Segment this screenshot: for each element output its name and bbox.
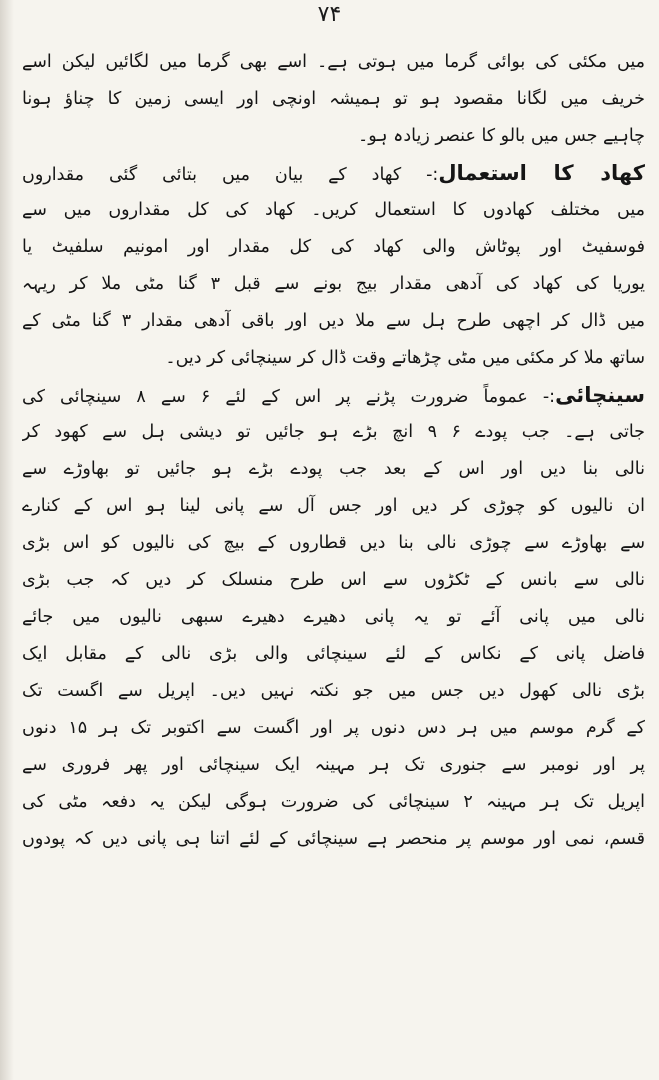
line-text: چاہیے جس میں بالو کا عنصر زیادہ ہو۔	[357, 126, 645, 146]
text-line	[22, 44, 645, 81]
line-text: میں مکئی کی بوائی گرما میں ہوتی ہے۔ اسے بھی گرما میں لگائیں لیکن اسے	[22, 52, 645, 72]
line-text: نالی بنا دیں اور اس کے بعد جب پودے بڑے ہو جائیں تو بھاوڑے سے	[22, 459, 645, 479]
text-line	[22, 192, 645, 229]
line-text: بڑی نالی کھول دیں جس میں جو نکتہ نہیں دیں۔ اپریل سے اگست تک	[22, 681, 645, 701]
line-text: میں ڈال کر اچھی طرح ہل سے ملا دیں اور باقی آدھی مقدار ۳ گنا مٹی کے	[22, 311, 645, 331]
line-text: اپریل تک ہر مہینہ ۲ سینچائی کی ضرورت ہوگی لیکن یہ دفعہ مٹی کی	[22, 792, 645, 812]
line-text: کے گرم موسم میں ہر دس دنوں پر اور اگست سے اکتوبر تک ہر ۱۵ دنوں	[22, 718, 645, 738]
line-text: میں مختلف کھادوں کا استعمال کریں۔ کھاد کی کل مقداروں میں سے	[22, 200, 645, 220]
text-line	[22, 636, 645, 673]
text-line	[22, 673, 645, 710]
page-number: ۷۴	[317, 2, 342, 27]
text-line	[22, 303, 645, 340]
body-text	[22, 44, 645, 858]
text-line	[22, 599, 645, 636]
section-heading: سینچائی	[555, 383, 645, 407]
line-text: نالی میں پانی آئے تو یہ پانی دھیرے دھیرے سبھی نالیوں میں جائے	[22, 607, 645, 627]
line-text: فوسفیٹ اور پوٹاش والی کھاد کی کل مقدار اور امونیم سلفیٹ یا	[22, 237, 645, 257]
text-line	[22, 377, 645, 414]
text-line	[22, 451, 645, 488]
text-line	[22, 784, 645, 821]
line-text: :- کھاد کے بیان میں بتائی گئی مقداروں	[22, 165, 439, 185]
text-line	[22, 81, 645, 118]
line-text: پر اور نومبر سے جنوری تک ہر مہینہ ایک سینچائی اور پھر فروری سے	[22, 755, 645, 775]
text-line	[22, 155, 645, 192]
line-text: سے بھاوڑے سے چوڑی نالی بنا دیں قطاروں کے بیچ کی نالیوں کو اس بڑی	[22, 533, 645, 553]
line-text: ساتھ ملا کر مکئی میں مٹی چڑھاتے وقت ڈال کر سینچائی کر دیں۔	[165, 348, 645, 368]
text-line	[22, 488, 645, 525]
text-line	[22, 710, 645, 747]
text-line	[22, 340, 645, 377]
line-text: نالی سے بانس کے ٹکڑوں سے اس طرح منسلک کر دیں کہ جب بڑی	[22, 570, 645, 590]
text-line	[22, 525, 645, 562]
line-text: یوریا کی کھاد کی آدھی مقدار بیج بونے سے قبل ۳ گنا مٹی ملا کر ریہہ	[22, 274, 645, 294]
line-text: ان نالیوں کو چوڑی کر دیں اور جس آل سے پانی لینا ہو اس کے کنارے	[22, 496, 645, 516]
text-line	[22, 414, 645, 451]
text-line	[22, 229, 645, 266]
line-text: قسم، نمی اور موسم پر منحصر ہے سینچائی کے لئے اتنا ہی پانی دیں کہ پودوں	[22, 829, 645, 849]
section-heading: کھاد کا استعمال	[438, 161, 645, 185]
line-text: جاتی ہے۔ جب پودے ۶ ۹ انچ بڑے ہو جائیں تو دیشی ہل سے کھود کر	[22, 422, 645, 442]
line-text: فاضل پانی کے نکاس کے لئے سینچائی والی بڑی نالی کے مقابل ایک	[22, 644, 645, 664]
text-line	[22, 118, 645, 155]
text-line	[22, 266, 645, 303]
line-text: :- عموماً ضرورت پڑنے پر اس کے لئے ۶ سے ۸ سینچائی کی	[22, 387, 556, 407]
text-line	[22, 562, 645, 599]
text-line	[22, 747, 645, 784]
line-text: خریف میں لگانا مقصود ہو تو ہمیشہ اونچی اور ایسی زمین کا چناؤ ہونا	[22, 89, 645, 109]
text-line	[22, 821, 645, 858]
